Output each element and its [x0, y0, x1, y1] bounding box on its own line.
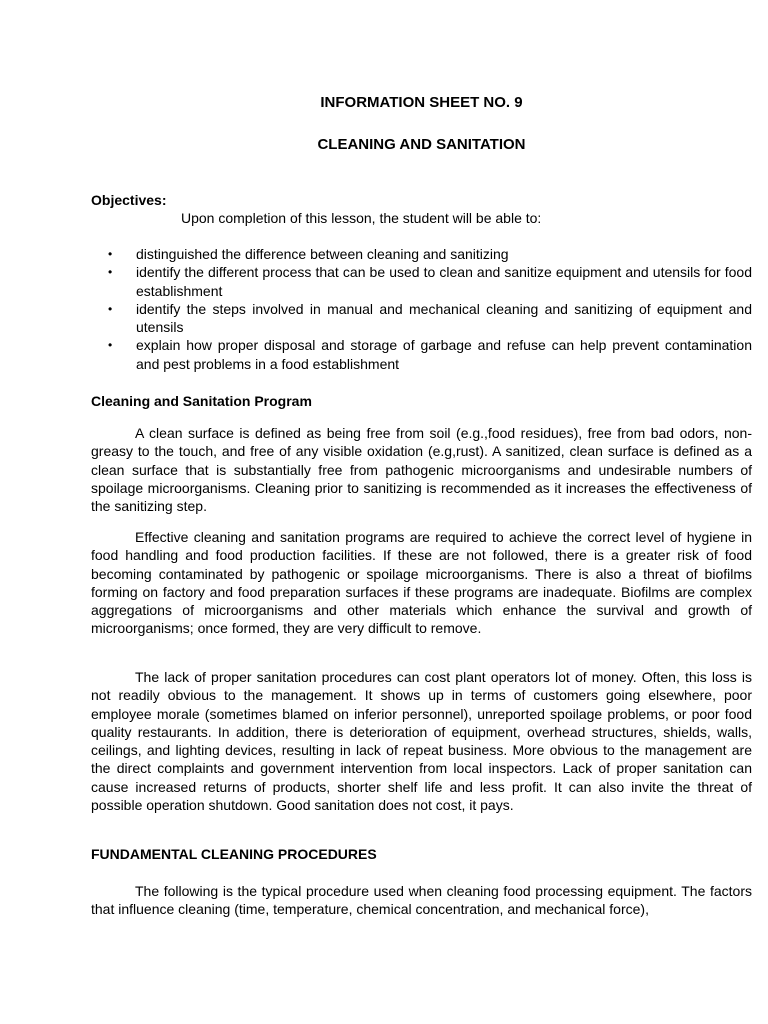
list-item [108, 336, 752, 373]
bullet-icon: • [108, 338, 113, 353]
document-subtitle: CLEANING AND SANITATION [317, 136, 526, 153]
bullet-icon: • [108, 301, 113, 316]
paragraph: The lack of proper sanitation procedures can cost plant operators lot of money. Often, this loss is not readily obvious to the management. It shows up in terms of customers going elsewhere, poor employee morale (sometimes blamed on inferior personnel), unreported spoilage problems, or poor food quality restaurants. In addition, there is deterioration of equipment, overhead structures, shields, walls, ceilings, and lighting devices, resulting in lack of repeat business. More obvious to the management are the direct complaints and government intervention from local inspectors. Lack of proper sanitation can cause increased returns of products, shorter shelf life and less profit. It can also invite the threat of possible operation shutdown. Good sanitation does not cost, it pays. [91, 669, 752, 814]
list-item-text: distinguished the difference between cleaning and sanitizing [136, 246, 509, 262]
objectives-intro: Upon completion of this lesson, the student will be able to: [181, 210, 542, 226]
list-item-text: explain how proper disposal and storage of garbage and refuse can help prevent contamination and pest problems in a food establishment [136, 337, 752, 372]
paragraph: The following is the typical procedure used when cleaning food processing equipment. The factors that influence cleaning (time, temperature, chemical concentration, and mechanical force), [91, 883, 752, 918]
bullet-icon: • [108, 265, 113, 280]
bullet-icon: • [108, 247, 113, 261]
list-item-text: identify the steps involved in manual and mechanical cleaning and sanitizing of equipment and utensils [136, 300, 752, 336]
paragraph: Effective cleaning and sanitation programs are required to achieve the correct level of hygiene in food handling and food production facilities. If these are not followed, there is a greater risk of food becoming contaminated by pathogenic or spoilage microorganisms. There is also a threat of biofilms forming on factory and food preparation surfaces if these programs are inadequate. Biofilms are complex aggregations of microorganisms and other materials which enhance the survival and growth of microorganisms; once formed, they are very difficult to remove. [91, 529, 752, 637]
list-item [108, 263, 752, 300]
list-item [108, 300, 752, 337]
objectives-list [91, 245, 752, 373]
program-heading: Cleaning and Sanitation Program [91, 393, 312, 409]
objectives-heading: Objectives: [91, 192, 167, 208]
document-title: INFORMATION SHEET NO. 9 [320, 94, 523, 111]
list-item-text: identify the different process that can be used to clean and sanitize equipment and utensils for food establishment [136, 264, 752, 299]
fundamental-heading: FUNDAMENTAL CLEANING PROCEDURES [91, 846, 377, 862]
list-item [108, 245, 752, 263]
paragraph: A clean surface is defined as being free from soil (e.g.,food residues), free from bad odors, non-greasy to the touch, and free of any visible oxidation (e.g,rust). A sanitized, clean surface is defined as a clean surface that is substantially free from pathogenic microorganisms and undesirable numbers of spoilage microorganisms. Cleaning prior to sanitizing is recommended as it increases the effectiveness of the sanitizing step. [91, 425, 752, 515]
